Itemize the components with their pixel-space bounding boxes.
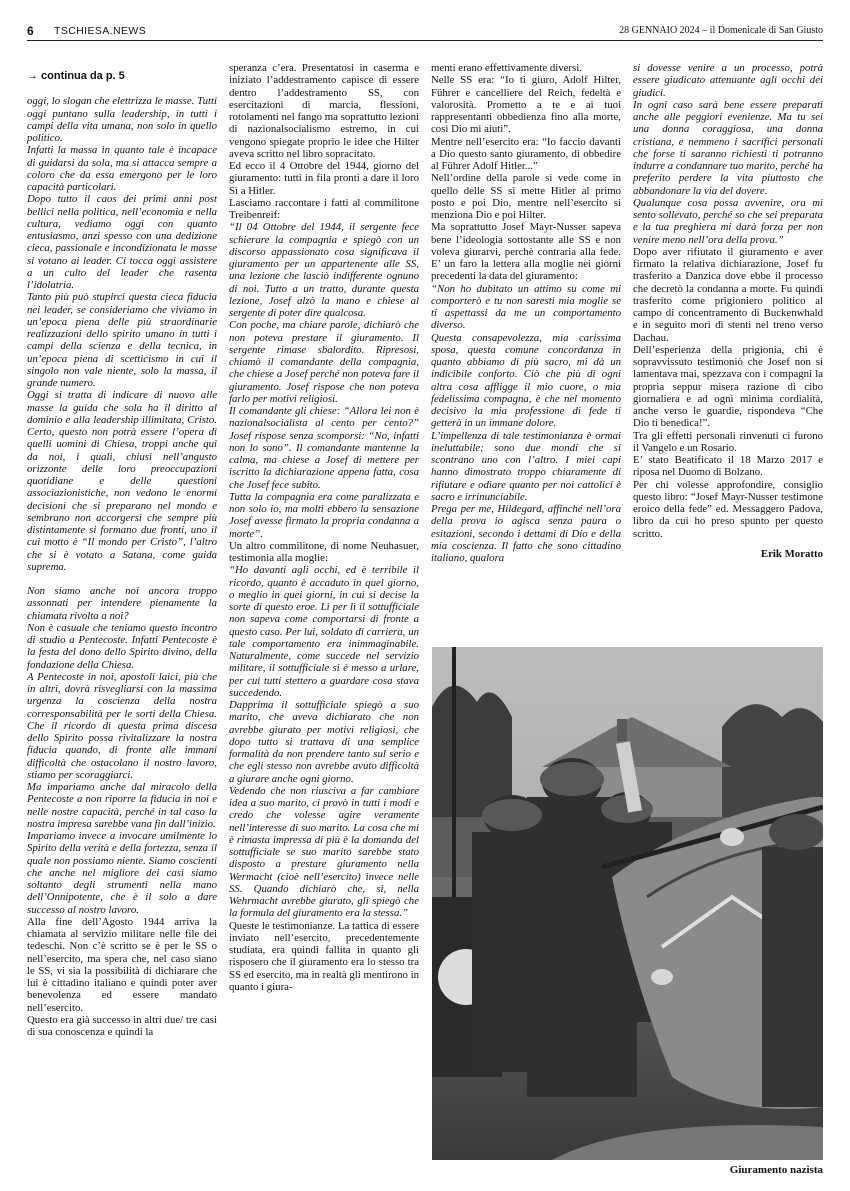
paragraph: Dopo tutto il caos dei primi anni post bellici nella politica, nell’economia e nella cultura, vediamo oggi con quanto entusiasmo, anzi spesso con una dedizione cieca, passionale e incondizionata le masse si votano ai leader. Ci tocca oggi assistere a un culto del leader che rasenta l’idolatria. bbox=[27, 193, 217, 291]
paragraph: menti erano effettivamente diversi. bbox=[431, 62, 582, 74]
paragraph: Infatti la massa in quanto tale è incapace di guidarsi da sola, ma si attacca sempre a coloro che da essa emergono per le loro capacità particolari. bbox=[27, 144, 217, 193]
paragraph: Ma soprattutto Josef Mayr-Nusser sapeva bene l’ideologia sottostante alle SS e non voleva giurarvi, perchè contraria alla fede. E’ un faro la lettera alla moglie nei giorni precedenti la data del giuramento: bbox=[431, 221, 621, 283]
article-column-2 bbox=[229, 62, 419, 993]
paragraph: Nell’ordine della parole si vede come in quello delle SS si mette Hitler al primo posto e poi Dio, mentre nell’esercito si menziona Dio e poi Hilter. bbox=[431, 172, 621, 221]
paragraph: Per chi volesse approfondire, consiglio questo libro: “Josef Mayr-Nusser testimone eroico della fede” ed. Messaggero Padova, libro da cui ho preso spunto per questo scritto. bbox=[633, 478, 823, 540]
paragraph: E’ stato Beatificato il 18 Marzo 2017 e riposa nel Duomo di Bolzano. bbox=[633, 454, 823, 479]
photo-caption: Giuramento nazista bbox=[729, 1164, 823, 1176]
quote-paragraph: “Non ho dubitato un attimo su come mi comporterò e tu non saresti mia moglie se ti aspettassi da me un comportamento diverso. bbox=[431, 282, 621, 332]
paragraph: speranza c’era. Presentatosi in caserma e iniziato l’addestramento capisce di essere dentro l’addestramento SS, con esercitazioni di marcia, flessioni, rotolamenti nel fango ma soprattutto lezioni di nazionalsocialismo estremo, in cui vengono spiegate proprio le idee che Hilter aveva scritto nel libro sopracitato. bbox=[229, 62, 419, 160]
article-column-4 bbox=[633, 62, 823, 560]
site-name[interactable]: TSCHIESA.NEWS bbox=[54, 25, 147, 37]
continued-from-link[interactable]: → continua da p. 5 bbox=[27, 70, 125, 82]
quote-paragraph: Vedendo che non riusciva a far cambiare idea a suo marito, ci provò in tutti i modi e credo che volesse agire veramente nell’interesse di suo marito. La cosa che mi è rimasta impressa di più è la domanda del sottufficiale se suo marito sarebbe stato disposto a prestare giuramento nella Wermacht (cioè nell’esercito) invece nelle SS. Quando dichiarò che, sì, nella Wehrmacht avrebbe giurato, gli spiegò che la formula del giuramento era la stessa.” bbox=[229, 784, 419, 920]
paragraph: Mentre nell’esercito era: “Io faccio davanti a Dio questo santo giuramento, di obbedire al Führer Adolf Hitler...” bbox=[431, 135, 621, 172]
quote-paragraph: Dapprima il sottufficiale spiegò a suo marito, che aveva dichiarato che non avrebbe giurato per motivi religiosi, che dopo tutto si trattava di una semplice formalità da non prendere tanto sul serio e che egli stesso non avrebbe avuto difficoltà a giurare anche ogni giorno. bbox=[229, 699, 419, 785]
issue-date: 28 GENNAIO 2024 – il Domenicale di San Giusto bbox=[619, 25, 823, 36]
paragraph: Lasciamo raccontare i fatti al commilitone Treibenreif: bbox=[229, 196, 419, 221]
author-signature: Erik Moratto bbox=[760, 547, 823, 560]
quote-paragraph: Questa consapevolezza, mia carissima sposa, questa comune concordanza in quanto abbiamo di più sacro, mi dà un indicibile conforto. Ciò che più di ogni altra cosa affligge il mio cuore, o mia fedelissima compagna, è che nel momento decisivo la mia professione di fede ti getterà in un immane dolore. bbox=[431, 331, 621, 430]
paragraph: Non è casuale che teniamo questo incontro di studio a Pentecoste. Infatti Pentecoste è la festa del dono dello Spirito divino, della fondazione della Chiesa. bbox=[27, 621, 217, 671]
paragraph: Non siamo anche noi ancora troppo assonnati per intendere pienamente la chiamata rivolta a noi? bbox=[27, 585, 217, 622]
quote-paragraph: In ogni caso sarà bene essere preparati anche alle peggiori evenienze. Ma tu sei una donna coraggiosa, una donna cristiana, e nemmeno i sacrifici personali che forse ti saranno richiesti ti potranno indurre a condannare tuo marito, perché ha preferito perdere la vita piuttosto che abbandonare la via del dovere. bbox=[633, 98, 823, 197]
quote-paragraph: Con poche, ma chiare parole, dichiarò che non poteva prestare il giuramento. Il sergente rimase sbalordito. Ripresosi, chiamò il comandante della compagnia, che chiese a Josef perché non poteva fare il giuramento. Josef rispose che non poteva farlo per motivi religiosi. bbox=[229, 319, 419, 405]
paragraph: Tra gli effetti personali rinvenuti ci furono il Vangelo e un Rosario. bbox=[633, 429, 823, 454]
quote-paragraph: L’impellenza di tale testimonianza è ormai ineluttabile; sono due mondi che si scontrano uno con l’altro. I miei capi hanno dimostrato troppo chiaramente di rifiutare e odiare quanto per noi cattolici è sacro e irrinunciabile. bbox=[431, 429, 621, 503]
page-header bbox=[27, 22, 823, 41]
paragraph: Dell’esperienza della prigionia, chi è sopravvissuto testimoniò che Josef non si lamentava mai, spezzava con i compagni la propria seppur misera razione di cibo giornaliera e ad ogni minima cordialità, anche verso le guardie, rispondeva “Che Dio ti benedica!”. bbox=[633, 343, 823, 430]
paragraph: Oggi si tratta di indicare di nuovo alle masse la guida che sola ha il diritto al dominio e alla leadership illimitata, Cristo. Certo, questo non potrà essere l’opera di quelli uomini di Chiesa, troppi anche qui da noi, i quali, chiusi nell’angusto orizzonte delle loro preoccupazioni quotidiane e delle questioni associazionistiche, non vedono le enormi decisioni che si preparano nel mondo e sembrano non accorgersi che sempre più distintamente si formano due fronti, uno il cui motto è “Il mondo per Cristo”, l’altro che si è votato a Satana, come guida suprema. bbox=[27, 389, 217, 573]
article-column-3 bbox=[431, 62, 621, 564]
paragraph: Nelle SS era: “Io ti giuro, Adolf Hilter, Führer e cancelliere del Reich, fedeltà e valorosità. Prometto a te e ai tuoi rappresentanti obbedienza fino alla morte, così Dio mi aiuti”. bbox=[431, 74, 621, 136]
page-number: 6 bbox=[27, 24, 34, 38]
paragraph: Un altro commilitone, di nome Neuhasuer, testimonia alla moglie: bbox=[229, 539, 419, 564]
paragraph: oggi, lo slogan che elettrizza le masse. Tutti oggi puntano sulla leadership, in tutti i campi della vita umana, non solo in quello politico. bbox=[27, 95, 217, 144]
paragraph: Questo era già successo in altri due/ tre casi di sua conoscenza e quindi la bbox=[27, 1013, 217, 1038]
paragraph: Ed ecco il 4 Ottobre del 1944, giorno del giuramento: tutti in fila pronti a dare il loro Sì a Hitler. bbox=[229, 160, 419, 197]
photo-illustration bbox=[432, 647, 823, 1160]
paragraph: Dopo aver rifiutato il giuramento e aver firmato la relativa dichiarazione, Josef fu trasferito a Danzica dove ebbe il processo che decretò la condanna a morte. Fu quindi trasferito come prigioniero politico al campo di concentramento di Buckenwhald e in seguito morì di stenti nel treno verso Dachau. bbox=[633, 245, 823, 344]
historical-photo bbox=[432, 647, 823, 1160]
paragraph: Queste le testimonianze. La tattica di essere inviato nell’esercito, precedentemente studiata, era quindi fallita in quanto gli risposero che il giuramento era lo stesso tra SS ed esercito, ma in realtà gli mentirono in quanto i giura- bbox=[229, 919, 419, 993]
article-column-1 bbox=[27, 70, 217, 1038]
paragraph: Alla fine dell’Agosto 1944 arriva la chiamata al servizio militare nelle file dei tedeschi. Non c’è scritto se è per le SS o nell’esercito, ma spera che, nel caso siano le SS, vi sia la possibilità di dichiarare che lui è cittadino italiano e quindi poter aver benevolenza ed essere mandato nell’esercito. bbox=[27, 915, 217, 1014]
quote-paragraph: Il comandante gli chiese: “Allora lei non è nazionalsocialista al cento per cento?” Josef rispose senza scomporsi: “No, infatti non lo sono”. Il comandante mantenne la calma, ma chiese a Josef di mettere per iscritto la dichiarazione appena fatta, cosa che Josef fece subito. bbox=[229, 405, 419, 491]
quote-paragraph: Tutta la compagnia era come paralizzata e non solo io, ma molti ebbero la sensazione Josef avesse firmato la propria condanna a morte”. bbox=[229, 490, 419, 540]
quote-paragraph: si dovesse venire a un processo, potrà essere giudicato attenuante agli occhi dei giudici. bbox=[633, 62, 823, 99]
quote-paragraph: “Il 04 Ottobre del 1944, il sergente fece schierare la compagnia e spiegò con un discorso appassionato cosa significava il giuramento per un appartenente alle SS, una lezione che lasciò indifferente ognuno di noi. Tutto a un tratto, durante questa lezione, Josef alzò la mano e chiese al sergente di poter dire qualcosa. bbox=[229, 221, 419, 319]
paragraph: Impariamo invece a invocare umilmente lo Spirito della verità e della fortezza, senza il quale non possiamo niente. Siamo coscienti che anche nel migliore dei casi siamo soltanto degli strumenti nella mano dell’Onnipotente, che è il solo a dare successo al nostro lavoro. bbox=[27, 830, 217, 916]
quote-paragraph: Prega per me, Hildegard, affinché nell’ora della prova io agisca senza paura o esitazioni, secondo i dettami di Dio e della mia coscienza. Il fatto che sono cittadino italiano, qualora bbox=[431, 503, 621, 564]
paragraph: A Pentecoste in noi, apostoli laici, più che in altri, dovrà risvegliarsi con la massima urgenza la coscienza della nostra corresponsabilità per le sorti della Chiesa. Che il ricordo di questa prima discesa dello Spirito possa rivitalizzare la nostra fiducia quando, di fronte alle immani difficoltà che ostacolano il nostro lavoro, stiamo per scoraggiarci. bbox=[27, 670, 217, 781]
quote-paragraph: “Ho davanti agli occhi, ed è terribile il ricordo, quanto è accaduto in quel giorno, o meglio in quei giorni, in cui si decise la sorte di questo eroe. Lì per lì il sottufficiale non sapeva come comportarsi di fronte a questo caso. Per lui, soldato di carriera, un tale comportamento era inimmaginabile. Naturalmente, come succede nel servizio militare, il sottufficiale si è messo a urlare, per cui tutti stettero a guardare cosa stava succedendo. bbox=[229, 564, 419, 699]
paragraph: Tanto più può stupirci questa cieca fiducia nei leader, se consideriamo che viviamo in un’epoca piena delle più straordinarie realizzazioni dello spirito umano in tutti i campi della scienza e della tecnica, in un’epoca piena di scetticismo in cui il singolo non vale niente, solo la massa, il grande numero. bbox=[27, 291, 217, 389]
paragraph: Ma impariamo anche dal miracolo della Pentecoste a non riporre la fiducia in noi e nelle nostre capacità, perché in tal caso la nostra impresa sarebbe vana fin dall’inizio. bbox=[27, 781, 217, 830]
quote-paragraph: Qualunque cosa possa avvenire, ora mi sento sollevato, perché so che sei preparata e la tua preghiera mi darà forza per non venire meno nell’ora della prova.” bbox=[633, 196, 823, 246]
